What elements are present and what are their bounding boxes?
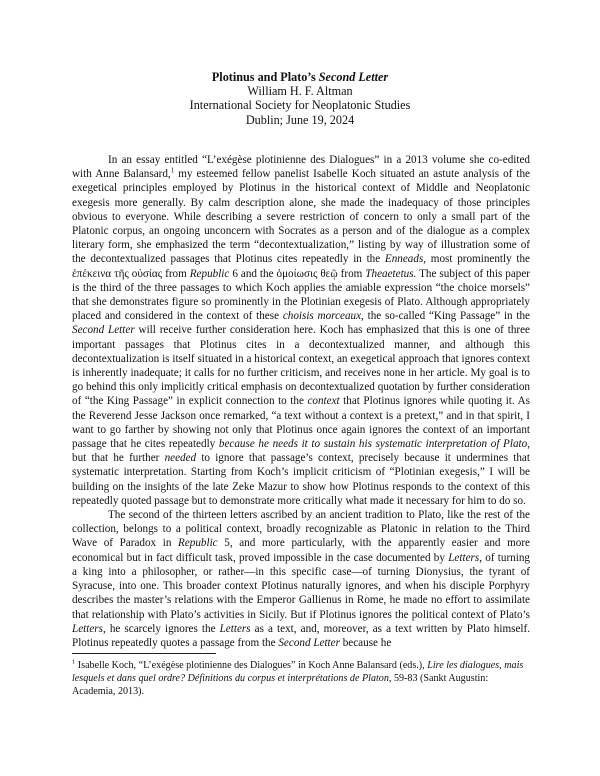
paper-title: Plotinus and Plato’s Second Letter [211, 70, 389, 84]
body-text [72, 153, 530, 650]
footnote-number: 1 [72, 658, 76, 666]
footnote-separator [72, 653, 216, 654]
footnote-reference-1[interactable]: 1 [170, 166, 175, 175]
paragraph-1: In an essay entitled “L’exégèse plotinienne des Dialogues” in a 2013 volume she co-edited with Anne Balansard,$^1$ my esteemed fellow panelist Isabelle Koch situated an astute analysis of the exegetical principles employed by Plotinus in the historical context of Middle and Neoplatonic exegesis more generally. By calm description alone, she made the inadequacy of those principles obvious to everyone. While describing a severe restriction of concern to only a small part of the Platonic corpus, an ongoing unconcern with Socrates as a person and of the dialogue as a complex literary form, she emphasized the term “decontextualization,” listing by way of illustration some of the decontextualized passages that Plotinus cites repeatedly in the Enneads, most prominently the ἐπέκεινα τῆς οὐσίας from Republic 6 and the ὁμοίωσις θεῷ from Theaetetus. The subject of this paper is the third of the three passages to which Koch applies the amiable expression “the choice morsels” that she demonstrates figure so prominently in the Plotinian exegesis of Plato. Although appropriately placed and considered in the context of these choisis morceaux, the so-called “King Passage” in the Second Letter will receive further consideration here. Koch has emphasized that this is one of three important passages that Plotinus cites in a decontextualized manner, and although this decontextualization is itself situated in a historical context, an exegetical approach that ignores context is inherently inadequate; it calls for no further criticism, and receives none in her article. My goal is to go behind this only implicitly critical emphasis on decontextualized quotation by further consideration of “the King Passage” in explicit connection to the context that Plotinus ignores while quoting it. As the Reverend Jesse Jackson once remarked, “a text without a context is a pretext,” and in that spirit, I want to go farther by showing not only that Plotinus once again ignores the context of an important passage that he cites repeatedly because he needs it to sustain his systematic interpretation of Plato, but that he further needed to ignore that passage’s context, precisely because it undermines that systematic interpretation. Starting from Koch’s implicit criticism of “Plotinian exegesis,” I will be building on the insights of the late Zeke Mazur to show how Plotinus responds to the context of this repeatedly quoted passage but to demonstrate more critically what made it necessary for him to do so. [72, 154, 531, 507]
author-name: William H. F. Altman [247, 84, 353, 99]
paper-header [0, 70, 600, 127]
footnote-1: $^1$ Isabelle Koch, “L’exégèse plotinienne des Dialogues” in Koch Anne Balansard (eds.), Lire les dialogues, mais lesquels et dans quel ordre? Définitions du corpus et interprétations de Platon, 59-83 (Sankt Augustin: Academia, 2013). [72, 658, 524, 697]
venue-date: Dublin; June 19, 2024 [245, 112, 355, 127]
affiliation: International Society for Neoplatonic Studies [189, 98, 411, 113]
paragraph-2: The second of the thirteen letters ascribed by an ancient tradition to Plato, like the rest of the collection, belongs to a political context, broadly recognizable as Platonic in relation to the Third Wave of Paradox in Republic 5, and more particularly, with the apparently easier and more economical but in fact difficult task, proved impossible in the case documented by Letters, of turning a king into a philosopher, or rather—in this specific case—of turning Dionysius, the tyrant of Syracuse, into one. This broader context Plotinus naturally ignores, and when his disciple Porphyry describes the master’s relations with the Emperor Gallienus in Rome, he made no effort to assimilate that relationship with Plato’s activities in Sicily. But if Plotinus ignores the political context of Plato’s Letters, he scarcely ignores the Letters as a text, and, moreover, as a text written by Plato himself. Plotinus repeatedly quotes a passage from the Second Letter because he [72, 509, 530, 649]
title-italic-second-letter: Second Letter [318, 70, 389, 84]
footnote-book-title: Lire les dialogues, mais lesquels et dans quel ordre? Définitions du corpus et interprétations de Platon [72, 660, 524, 684]
